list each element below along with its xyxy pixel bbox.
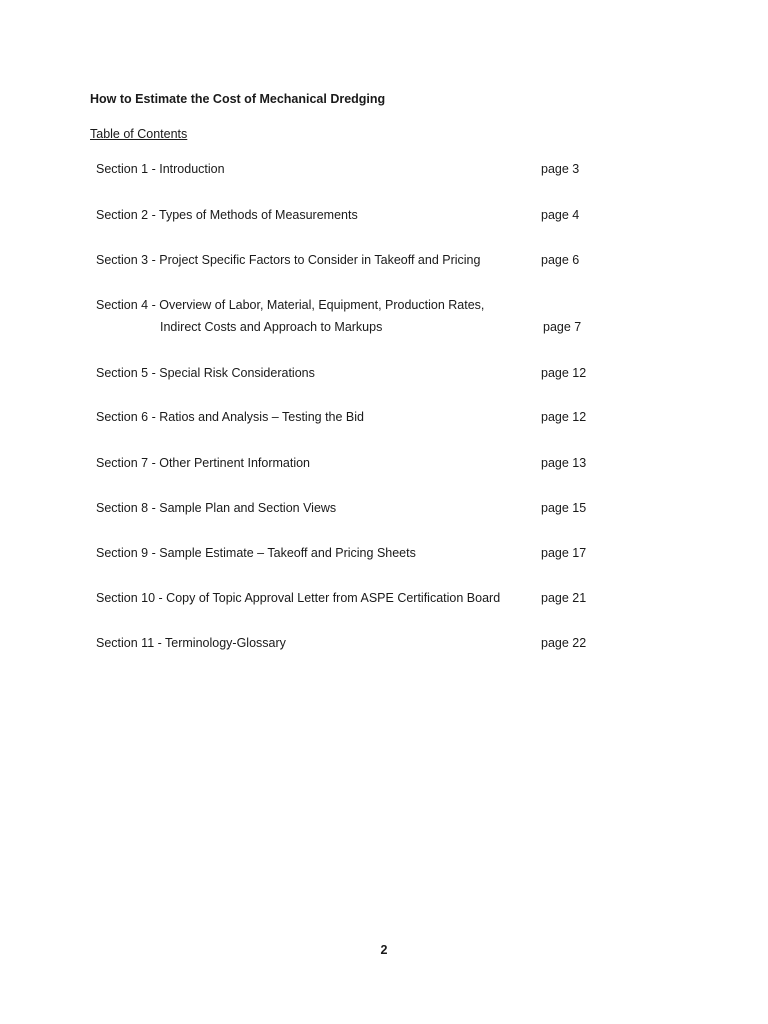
page-number: 2 bbox=[380, 943, 388, 957]
toc-page-section-2: page 4 bbox=[541, 208, 580, 222]
toc-entry-section-10: Section 10 - Copy of Topic Approval Letter from ASPE Certification Board bbox=[96, 591, 501, 605]
toc-entry-section-6: Section 6 - Ratios and Analysis – Testing the Bid bbox=[96, 410, 364, 424]
toc-entry-section-11: Section 11 - Terminology-Glossary bbox=[96, 636, 286, 650]
document-title: How to Estimate the Cost of Mechanical Dredging bbox=[90, 92, 386, 106]
toc-page-section-11: page 22 bbox=[541, 636, 587, 650]
toc-entry-section-4: Section 4 - Overview of Labor, Material, Equipment, Production Rates, bbox=[96, 298, 485, 312]
toc-page-section-8: page 15 bbox=[541, 501, 587, 515]
toc-entry-section-1: Section 1 - Introduction bbox=[96, 162, 225, 176]
toc-heading: Table of Contents bbox=[90, 127, 188, 141]
toc-page-section-5: page 12 bbox=[541, 366, 587, 380]
toc-entry-section-4-continuation: Indirect Costs and Approach to Markups bbox=[160, 320, 383, 334]
toc-entry-section-8: Section 8 - Sample Plan and Section Views bbox=[96, 501, 337, 515]
toc-entry-section-2: Section 2 - Types of Methods of Measurements bbox=[96, 208, 358, 222]
toc-page-section-4: page 7 bbox=[543, 320, 582, 334]
toc-entry-section-5: Section 5 - Special Risk Considerations bbox=[96, 366, 315, 380]
toc-page-section-3: page 6 bbox=[541, 253, 580, 267]
toc-page-section-7: page 13 bbox=[541, 456, 587, 470]
toc-page-section-10: page 21 bbox=[541, 591, 587, 605]
toc-entry-section-7: Section 7 - Other Pertinent Information bbox=[96, 456, 310, 470]
toc-page-section-1: page 3 bbox=[541, 162, 580, 176]
toc-entry-section-9: Section 9 - Sample Estimate – Takeoff and Pricing Sheets bbox=[96, 546, 416, 560]
toc-page-section-6: page 12 bbox=[541, 410, 587, 424]
toc-page-section-9: page 17 bbox=[541, 546, 587, 560]
toc-entry-section-3: Section 3 - Project Specific Factors to Consider in Takeoff and Pricing bbox=[96, 253, 481, 267]
